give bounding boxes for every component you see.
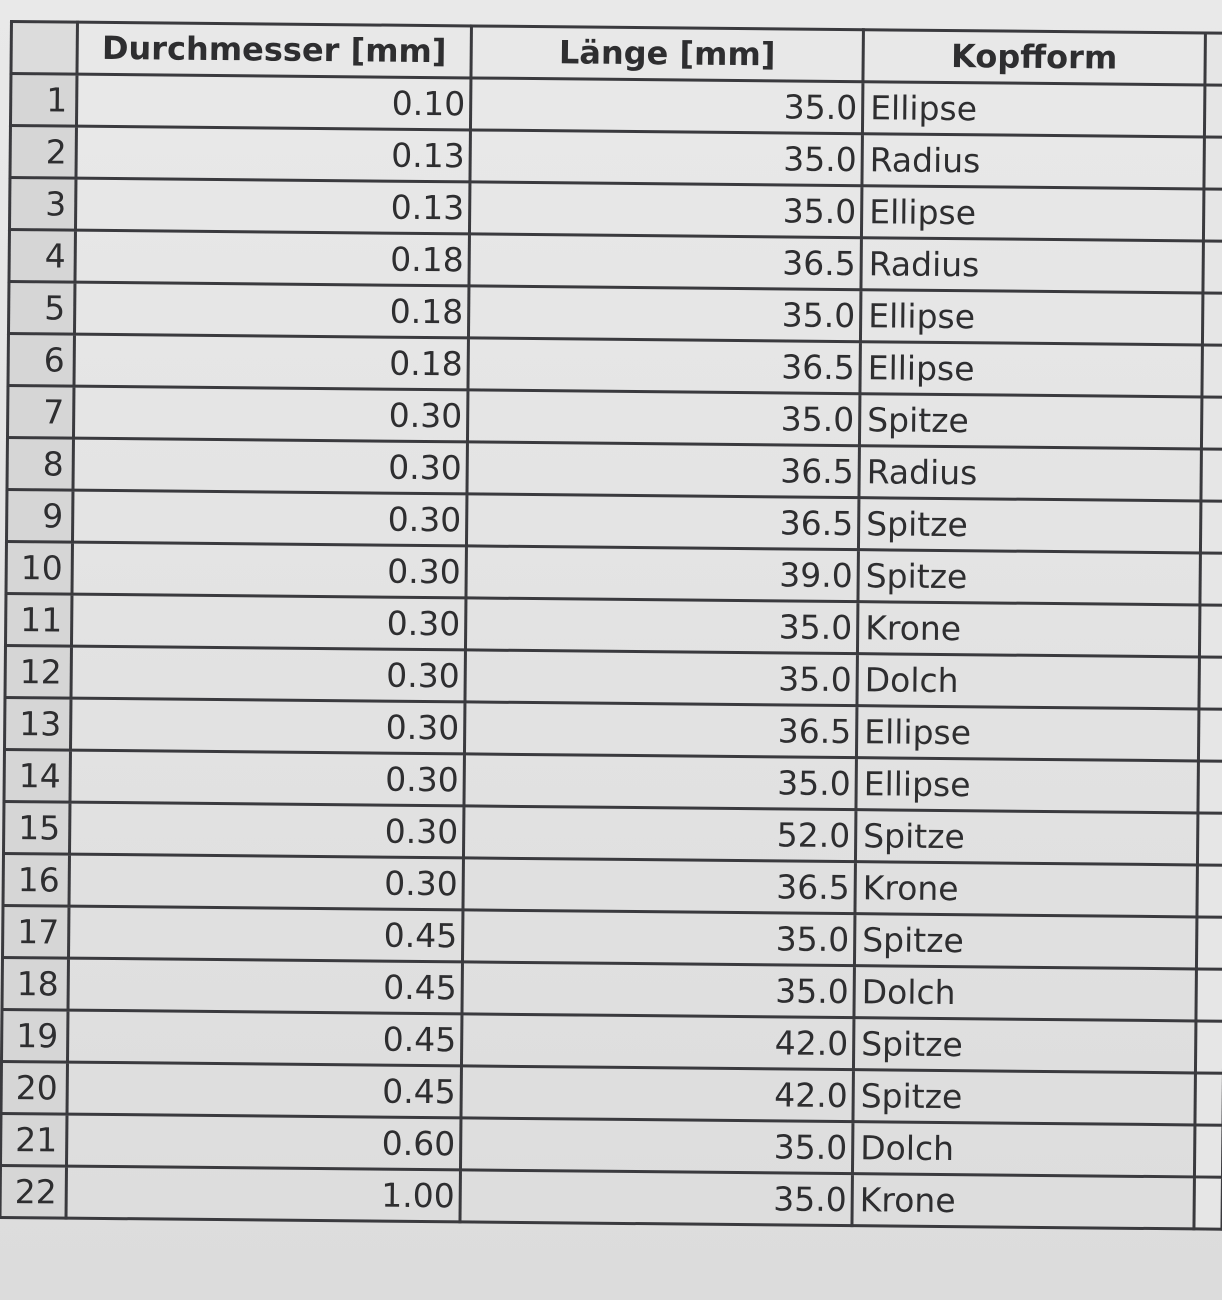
cell-laenge: 42.0 xyxy=(461,1014,853,1070)
header-laenge: Länge [mm] xyxy=(471,26,863,82)
row-index: 16 xyxy=(3,853,69,906)
cell-laenge: 35.0 xyxy=(470,78,862,134)
cell-durchmesser: 0.30 xyxy=(71,594,465,650)
cell-durchmesser: 0.30 xyxy=(73,386,467,442)
cell-laenge: 35.0 xyxy=(462,962,854,1018)
cell-durchmesser: 0.18 xyxy=(75,230,469,286)
cell-extra-column xyxy=(1200,501,1222,553)
row-index: 22 xyxy=(0,1165,66,1218)
cell-extra-column xyxy=(1196,969,1222,1021)
cell-laenge: 42.0 xyxy=(461,1066,853,1122)
cell-extra-column xyxy=(1202,293,1222,345)
cell-durchmesser: 0.30 xyxy=(69,802,463,858)
row-index: 8 xyxy=(7,437,73,490)
cell-durchmesser: 0.45 xyxy=(67,1010,461,1066)
cell-laenge: 35.0 xyxy=(469,182,861,238)
cell-kopfform: Spitze xyxy=(858,550,1200,605)
cell-laenge: 35.0 xyxy=(460,1170,852,1226)
cell-durchmesser: 0.13 xyxy=(76,126,470,182)
cell-kopfform: Spitze xyxy=(858,498,1200,553)
cell-kopfform: Spitze xyxy=(854,914,1196,969)
row-index: 13 xyxy=(4,697,70,750)
cell-durchmesser: 0.45 xyxy=(67,1062,461,1118)
cell-laenge: 35.0 xyxy=(468,286,860,342)
row-index: 9 xyxy=(6,489,72,542)
cell-kopfform: Spitze xyxy=(855,810,1197,865)
cell-durchmesser: 0.30 xyxy=(70,698,464,754)
cell-durchmesser: 0.30 xyxy=(72,490,466,546)
cell-durchmesser: 0.60 xyxy=(67,1114,461,1170)
cell-durchmesser: 0.30 xyxy=(70,750,464,806)
cell-extra-column xyxy=(1194,1125,1222,1177)
cell-durchmesser: 0.18 xyxy=(74,282,468,338)
cell-kopfform: Ellipse xyxy=(856,758,1198,813)
cell-laenge: 35.0 xyxy=(462,910,854,966)
table-body xyxy=(0,74,1222,1230)
cell-kopfform: Radius xyxy=(859,446,1201,501)
row-index: 7 xyxy=(7,385,73,438)
cell-durchmesser: 0.13 xyxy=(75,178,469,234)
row-index: 4 xyxy=(9,230,75,283)
cell-kopfform: Radius xyxy=(862,134,1204,189)
row-index: 11 xyxy=(5,593,71,646)
cell-extra-column xyxy=(1201,397,1222,449)
cell-extra-column xyxy=(1203,189,1222,241)
cell-laenge: 36.5 xyxy=(468,338,860,394)
cell-durchmesser: 0.45 xyxy=(68,906,462,962)
cell-kopfform: Ellipse xyxy=(862,82,1204,137)
cell-extra-column xyxy=(1204,85,1222,137)
cell-laenge: 36.5 xyxy=(464,702,856,758)
row-index: 10 xyxy=(6,541,72,594)
cell-kopfform: Ellipse xyxy=(856,706,1198,761)
cell-extra-column xyxy=(1204,137,1222,189)
cell-laenge: 52.0 xyxy=(463,806,855,862)
row-index: 20 xyxy=(1,1061,67,1114)
cell-laenge: 35.0 xyxy=(470,130,862,186)
cell-laenge: 35.0 xyxy=(460,1118,852,1174)
cell-extra-column xyxy=(1199,657,1222,709)
row-index: 12 xyxy=(5,645,71,698)
cell-durchmesser: 0.30 xyxy=(72,542,466,598)
cell-extra-column xyxy=(1194,1177,1222,1229)
cell-laenge: 36.5 xyxy=(469,234,861,290)
cell-kopfform: Radius xyxy=(861,238,1203,293)
row-index: 1 xyxy=(10,74,76,127)
row-index: 17 xyxy=(3,905,69,958)
cell-kopfform: Krone xyxy=(857,602,1199,657)
cell-durchmesser: 0.10 xyxy=(76,74,470,130)
row-index: 3 xyxy=(9,178,75,231)
cell-laenge: 36.5 xyxy=(463,858,855,914)
cell-laenge: 39.0 xyxy=(466,546,858,602)
row-index: 19 xyxy=(2,1009,68,1062)
header-extra-column xyxy=(1205,33,1222,85)
cell-extra-column xyxy=(1197,813,1222,865)
cell-kopfform: Spitze xyxy=(853,1070,1195,1125)
cell-extra-column xyxy=(1196,917,1222,969)
cell-kopfform: Dolch xyxy=(852,1122,1194,1177)
cell-durchmesser: 0.30 xyxy=(71,646,465,702)
cell-extra-column xyxy=(1199,605,1222,657)
row-index: 15 xyxy=(3,801,69,854)
header-corner xyxy=(11,22,77,75)
row-index: 6 xyxy=(8,333,74,386)
cell-kopfform: Spitze xyxy=(853,1018,1195,1073)
needle-spec-table xyxy=(0,20,1222,1231)
cell-kopfform: Ellipse xyxy=(860,342,1202,397)
cell-extra-column xyxy=(1195,1073,1222,1125)
row-index: 2 xyxy=(10,126,76,179)
cell-laenge: 35.0 xyxy=(464,754,856,810)
cell-kopfform: Dolch xyxy=(854,966,1196,1021)
cell-laenge: 36.5 xyxy=(467,442,859,498)
cell-durchmesser: 0.45 xyxy=(68,958,462,1014)
cell-extra-column xyxy=(1200,553,1222,605)
cell-extra-column xyxy=(1198,709,1222,761)
cell-extra-column xyxy=(1201,449,1222,501)
row-index: 21 xyxy=(1,1113,67,1166)
cell-extra-column xyxy=(1195,1021,1222,1073)
row-index: 5 xyxy=(8,282,74,335)
cell-durchmesser: 0.18 xyxy=(74,334,468,390)
cell-kopfform: Dolch xyxy=(857,654,1199,709)
cell-laenge: 36.5 xyxy=(466,494,858,550)
table-row xyxy=(0,1165,1222,1229)
cell-kopfform: Krone xyxy=(855,862,1197,917)
cell-extra-column xyxy=(1202,345,1222,397)
cell-extra-column xyxy=(1203,241,1222,293)
cell-durchmesser: 0.30 xyxy=(69,854,463,910)
table-wrapper xyxy=(0,20,1222,1231)
header-durchmesser: Durchmesser [mm] xyxy=(77,22,471,78)
cell-laenge: 35.0 xyxy=(465,650,857,706)
cell-extra-column xyxy=(1198,761,1222,813)
cell-durchmesser: 1.00 xyxy=(66,1166,460,1222)
cell-laenge: 35.0 xyxy=(467,390,859,446)
cell-durchmesser: 0.30 xyxy=(73,438,467,494)
cell-kopfform: Ellipse xyxy=(860,290,1202,345)
header-kopfform: Kopfform xyxy=(863,30,1205,85)
cell-kopfform: Krone xyxy=(852,1174,1194,1229)
row-index: 14 xyxy=(4,749,70,802)
cell-laenge: 35.0 xyxy=(465,598,857,654)
cell-extra-column xyxy=(1197,865,1222,917)
cell-kopfform: Spitze xyxy=(859,394,1201,449)
row-index: 18 xyxy=(2,957,68,1010)
cell-kopfform: Ellipse xyxy=(861,186,1203,241)
